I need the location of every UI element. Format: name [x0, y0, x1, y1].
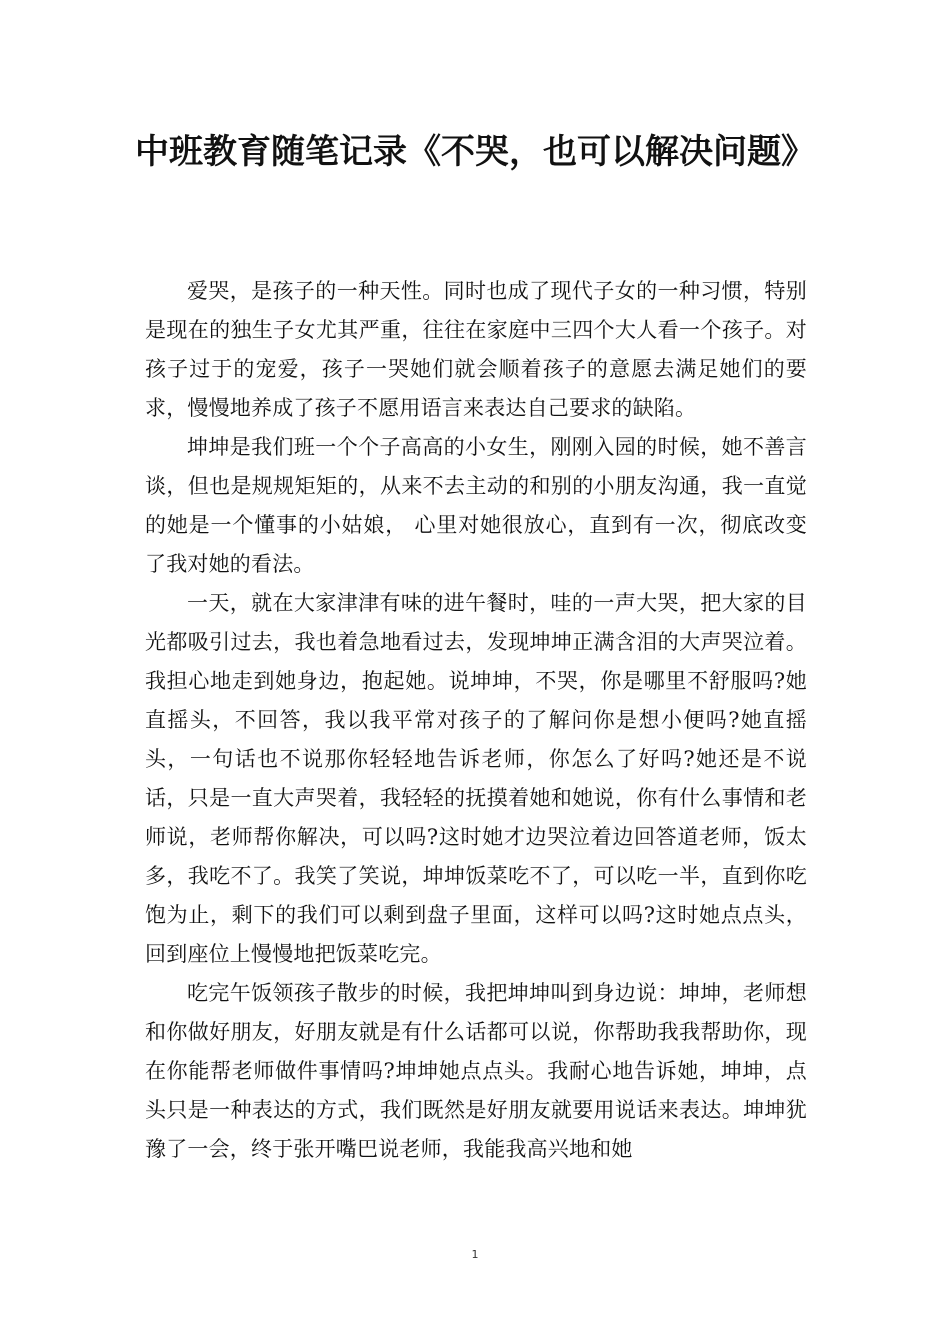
- page-number: 1: [471, 1248, 479, 1261]
- document-title: 中班教育随笔记录《不哭，也可以解决问题》: [135, 132, 815, 172]
- document-body: [145, 272, 807, 1169]
- paragraph-4: 吃完午饭领孩子散步的时候，我把坤坤叫到身边说：坤坤，老师想和你做好朋友，好朋友就是有什么话都可以说，你帮助我我帮助你，现在你能帮老师做件事情吗?坤坤她点点头。我耐心地告诉她，坤坤，点头只是一种表达的方式，我们既然是好朋友就要用说话来表达。坤坤犹豫了一会，终于张开嘴巴说老师，我能我高兴地和她: [145, 981, 807, 1161]
- paragraph-2: 坤坤是我们班一个个子高高的小女生，刚刚入园的时候，她不善言谈，但也是规规矩矩的，从来不去主动的和别的小朋友沟通，我一直觉的她是一个懂事的小姑娘， 心里对她很放心，直到有一次，彻底改变了我对她的看法。: [145, 435, 807, 576]
- paragraph-1: 爱哭，是孩子的一种天性。同时也成了现代子女的一种习惯，特别是现在的独生子女尤其严重，往往在家庭中三四个大人看一个孩子。对孩子过于的宠爱，孩子一哭她们就会顺着孩子的意愿去满足她们的要求，慢慢地养成了孩子不愿用语言来表达自己要求的缺陷。: [145, 279, 807, 420]
- paragraph-3: 一天，就在大家津津有味的进午餐时，哇的一声大哭，把大家的目光都吸引过去，我也着急地看过去，发现坤坤正满含泪的大声哭泣着。我担心地走到她身边，抱起她。说坤坤，不哭，你是哪里不舒服吗?她直摇头，不回答，我以我平常对孩子的了解问你是想小便吗?她直摇头，一句话也不说那你轻轻地告诉老师，你怎么了好吗?她还是不说话，只是一直大声哭着，我轻轻的抚摸着她和她说，你有什么事情和老师说，老师帮你解决，可以吗?这时她才边哭泣着边回答道老师，饭太多，我吃不了。我笑了笑说，坤坤饭菜吃不了，可以吃一半，直到你吃饱为止，剩下的我们可以剩到盘子里面，这样可以吗?这时她点点头，回到座位上慢慢地把饭菜吃完。: [145, 591, 807, 966]
